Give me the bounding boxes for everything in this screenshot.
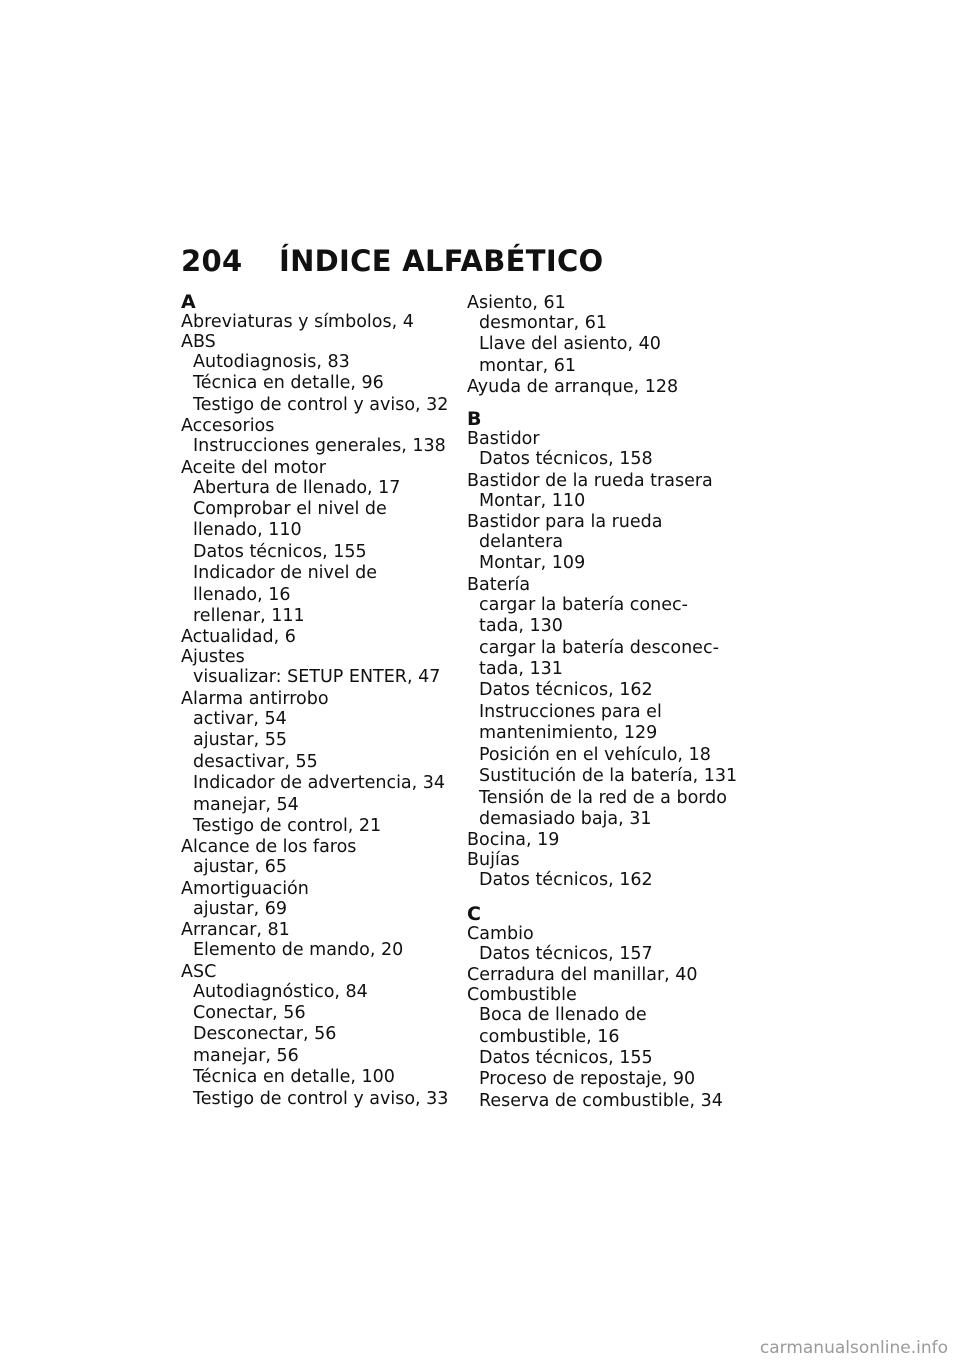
- index-continuation: tada, 130: [479, 616, 563, 637]
- index-subentry: Abertura de llenado, 17: [193, 477, 401, 498]
- index-subentry: Datos técnicos, 155: [193, 541, 367, 562]
- index-subentry: Instrucciones generales, 138: [193, 436, 446, 457]
- index-continuation: mantenimiento, 129: [479, 723, 658, 744]
- index-subentry: ajustar, 65: [193, 857, 287, 878]
- index-subentry: Desconectar, 56: [193, 1024, 337, 1045]
- index-subentry: Sustitución de la batería, 131: [479, 766, 738, 787]
- index-subentry: desactivar, 55: [193, 751, 318, 772]
- index-subentry: manejar, 56: [193, 1045, 299, 1066]
- index-continuation: delantera: [479, 532, 564, 553]
- index-entry: Bastidor: [467, 429, 540, 450]
- index-entry: Arrancar, 81: [181, 920, 290, 941]
- index-subentry: Conectar, 56: [193, 1002, 306, 1023]
- index-subentry: Llave del asiento, 40: [479, 334, 661, 355]
- index-subentry: Testigo de control, 21: [193, 815, 382, 836]
- index-continuation: demasiado baja, 31: [479, 808, 652, 829]
- index-subentry: Indicador de advertencia, 34: [193, 773, 446, 794]
- index-entry: Amortiguación: [181, 878, 309, 899]
- index-subentry: Datos técnicos, 162: [479, 680, 653, 701]
- page-header: [181, 244, 603, 278]
- index-entry: Bocina, 19: [467, 830, 560, 851]
- index-subentry: Indicador de nivel de: [193, 563, 377, 584]
- index-continuation: combustible, 16: [479, 1026, 620, 1047]
- index-subentry: Boca de llenado de: [479, 1005, 647, 1026]
- index-entry: Batería: [467, 574, 531, 595]
- index-entry: Cambio: [467, 923, 534, 944]
- index-entry: ABS: [181, 332, 216, 352]
- index-subentry: Testigo de control y aviso, 33: [193, 1088, 449, 1109]
- index-letter-heading: C: [467, 902, 481, 925]
- index-continuation: llenado, 110: [193, 520, 302, 541]
- index-subentry: activar, 54: [193, 708, 287, 729]
- index-subentry: Datos técnicos, 155: [479, 1047, 653, 1068]
- index-entry: Cerradura del manillar, 40: [467, 965, 698, 986]
- index-column-left: [181, 293, 456, 1110]
- index-subentry: Reserva de combustible, 34: [479, 1090, 723, 1111]
- index-subentry: rellenar, 111: [193, 606, 305, 627]
- index-entry: Bujías: [467, 850, 520, 871]
- index-subentry: Montar, 109: [479, 553, 586, 574]
- index-subentry: cargar la batería desconec-: [479, 637, 719, 658]
- index-subentry: montar, 61: [479, 355, 577, 376]
- index-letter-heading: A: [181, 291, 196, 313]
- index-subentry: Técnica en detalle, 100: [193, 1067, 395, 1088]
- watermark-text: carmanualsonline.info: [759, 1338, 948, 1358]
- index-subentry: ajustar, 55: [193, 730, 287, 751]
- index-entry: Aceite del motor: [181, 457, 326, 478]
- index-subentry: Posición en el vehículo, 18: [479, 744, 711, 765]
- index-continuation: tada, 131: [479, 659, 563, 680]
- index-subentry: Instrucciones para el: [479, 701, 662, 722]
- index-subentry: Elemento de mando, 20: [193, 940, 404, 961]
- index-subentry: desmontar, 61: [479, 313, 608, 333]
- index-entry: Combustible: [467, 985, 577, 1006]
- index-entry: ASC: [181, 961, 217, 982]
- index-subentry: Comprobar el nivel de: [193, 499, 387, 520]
- page-title: ÍNDICE ALFABÉTICO: [279, 244, 604, 278]
- index-entry: Abreviaturas y símbolos, 4: [181, 312, 414, 332]
- index-entry: Asiento, 61: [467, 293, 566, 313]
- index-subentry: Datos técnicos, 158: [479, 449, 653, 470]
- index-subentry: ajustar, 69: [193, 898, 287, 919]
- index-subentry: visualizar: SETUP ENTER, 47: [193, 667, 441, 688]
- index-subentry: Tensión de la red de a bordo: [479, 787, 727, 808]
- index-subentry: Proceso de repostaje, 90: [479, 1069, 696, 1090]
- page-number: 204: [181, 244, 243, 278]
- index-subentry: Datos técnicos, 157: [479, 943, 653, 964]
- index-subentry: Autodiagnóstico, 84: [193, 981, 368, 1002]
- index-column-right: [467, 293, 757, 1112]
- index-subentry: Montar, 110: [479, 490, 586, 511]
- index-entry: Ajustes: [181, 647, 245, 668]
- index-subentry: cargar la batería conec-: [479, 594, 688, 615]
- index-entry: Bastidor para la rueda: [467, 512, 663, 533]
- index-subentry: Técnica en detalle, 96: [193, 373, 384, 394]
- index-subentry: Autodiagnosis, 83: [193, 352, 350, 372]
- index-entry: Alarma antirrobo: [181, 688, 329, 709]
- index-entry: Ayuda de arranque, 128: [467, 377, 679, 398]
- index-entry: Bastidor de la rueda trasera: [467, 470, 713, 491]
- index-continuation: llenado, 16: [193, 584, 291, 605]
- index-entry: Accesorios: [181, 416, 275, 437]
- index-entry: Actualidad, 6: [181, 627, 296, 648]
- index-subentry: Datos técnicos, 162: [479, 870, 653, 891]
- index-letter-heading: B: [467, 408, 482, 431]
- index-entry: Alcance de los faros: [181, 837, 357, 858]
- index-subentry: Testigo de control y aviso, 32: [193, 394, 449, 415]
- index-subentry: manejar, 54: [193, 794, 299, 815]
